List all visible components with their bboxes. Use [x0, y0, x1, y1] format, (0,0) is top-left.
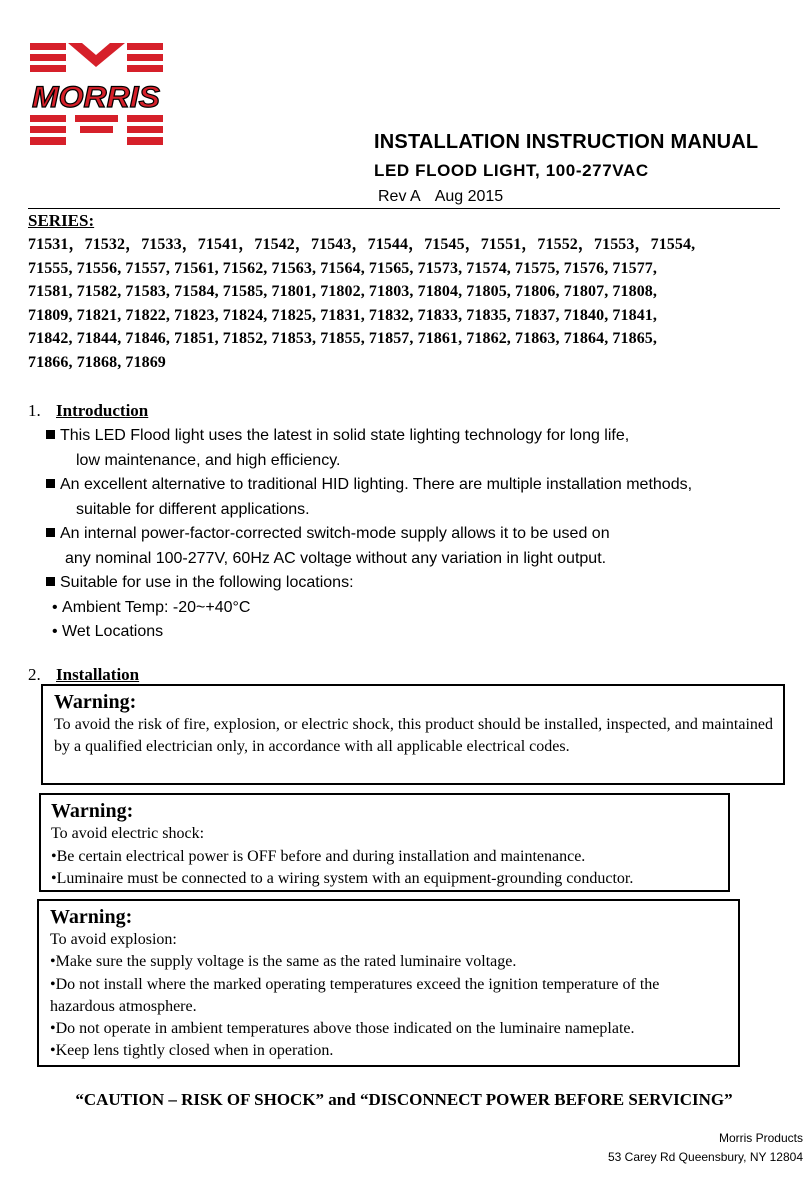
square-bullet-icon: [46, 528, 55, 537]
section-installation-heading: [28, 665, 139, 685]
series-row: 71581, 71582, 71583, 71584, 71585, 71801, 71802, 71803, 71804, 71805, 71806, 71807, 71808,: [28, 283, 657, 300]
footer-address: [608, 1129, 803, 1167]
revision: Rev A: [378, 188, 421, 205]
warning-title: Warning:: [54, 691, 137, 713]
dot-bullet-icon: •: [52, 598, 63, 616]
morris-logo: [30, 43, 163, 147]
warning-box-general: [41, 684, 785, 785]
series-row: 71555, 71556, 71557, 71561, 71562, 71563, 71564, 71565, 71573, 71574, 71575, 71576, 71577,: [28, 259, 657, 277]
list-item: Suitable for use in the following locations:: [46, 571, 746, 596]
square-bullet-icon: [46, 430, 55, 439]
list-item-continued: any nominal 100-277V, 60Hz AC voltage without any variation in light output.: [65, 549, 607, 567]
location-item: • Wet Locations: [52, 623, 164, 640]
company-address: 53 Carey Rd Queensbury, NY 12804: [607, 1150, 803, 1164]
introduction-body: [46, 424, 746, 645]
series-row: 71809, 71821, 71822, 71823, 71824, 71825, 71831, 71832, 71833, 71835, 71837, 71840, 71841,: [28, 306, 657, 324]
document-title: INSTALLATION INSTRUCTION MANUAL: [374, 131, 759, 153]
warning-intro: To avoid electric shock:: [51, 825, 205, 842]
location-item: • Ambient Temp: -20~+40°C: [52, 598, 251, 616]
list-item-continued: low maintenance, and high efficiency.: [76, 451, 341, 469]
warning-title: Warning:: [50, 906, 133, 928]
warning-item: •Luminaire must be connected to a wiring system with an equipment-grounding conductor.: [51, 870, 634, 887]
section-number: 1.: [28, 401, 41, 420]
section-introduction-heading: [28, 401, 148, 421]
series-list: [28, 233, 803, 374]
caution-statement: “CAUTION – RISK OF SHOCK” and “DISCONNECT POWER BEFORE SERVICING”: [75, 1090, 733, 1109]
warning-intro: To avoid explosion:: [50, 931, 177, 948]
warning-item: •Do not operate in ambient temperatures above those indicated on the luminaire nameplate.: [50, 1020, 635, 1038]
warning-item: •Make sure the supply voltage is the same as the rated luminaire voltage.: [50, 953, 517, 971]
list-item: This LED Flood light uses the latest in solid state lighting technology for long life,: [46, 424, 746, 449]
dot-bullet-icon: •: [52, 623, 63, 640]
warning-box-explosion: [37, 899, 740, 1067]
warning-title: Warning:: [51, 800, 134, 822]
series-row: 71866, 71868, 71869: [28, 353, 166, 371]
revision-line: [378, 188, 503, 206]
series-row: 71531，71532，71533，71541，71542，71543，71544，71545，71551，71552，71553，71554,: [28, 236, 696, 253]
warning-text: To avoid the risk of fire, explosion, or electric shock, this product should be installed, inspected, and maintained by a qualified electrician only, in accordance with all applicable electrical codes.: [54, 716, 773, 755]
series-heading: SERIES:: [28, 211, 95, 230]
section-title: Installation: [56, 665, 140, 684]
revision-date: Aug 2015: [434, 188, 504, 205]
header-divider: [28, 208, 780, 209]
company-name: Morris Products: [718, 1131, 803, 1145]
warning-item: •Be certain electrical power is OFF before and during installation and maintenance.: [51, 847, 586, 865]
list-item: An excellent alternative to traditional HID lighting. There are multiple installation methods,: [46, 473, 746, 498]
document-subtitle: LED FLOOD LIGHT, 100-277VAC: [374, 161, 649, 180]
logo-text: MORRIS: [32, 81, 160, 114]
list-item: An internal power-factor-corrected switch-mode supply allows it to be used on: [46, 522, 746, 547]
square-bullet-icon: [46, 577, 55, 586]
series-row: 71842, 71844, 71846, 71851, 71852, 71853, 71855, 71857, 71861, 71862, 71863, 71864, 71865,: [28, 330, 657, 347]
square-bullet-icon: [46, 479, 55, 488]
warning-box-electric-shock: [39, 793, 730, 892]
warning-item: •Keep lens tightly closed when in operation.: [50, 1042, 334, 1060]
section-title: Introduction: [56, 401, 149, 420]
list-item-continued: suitable for different applications.: [76, 500, 310, 518]
section-number: 2.: [28, 665, 41, 684]
warning-item: •Do not install where the marked operating temperatures exceed the ignition temperature of the hazardous atmosphere.: [50, 975, 660, 1015]
